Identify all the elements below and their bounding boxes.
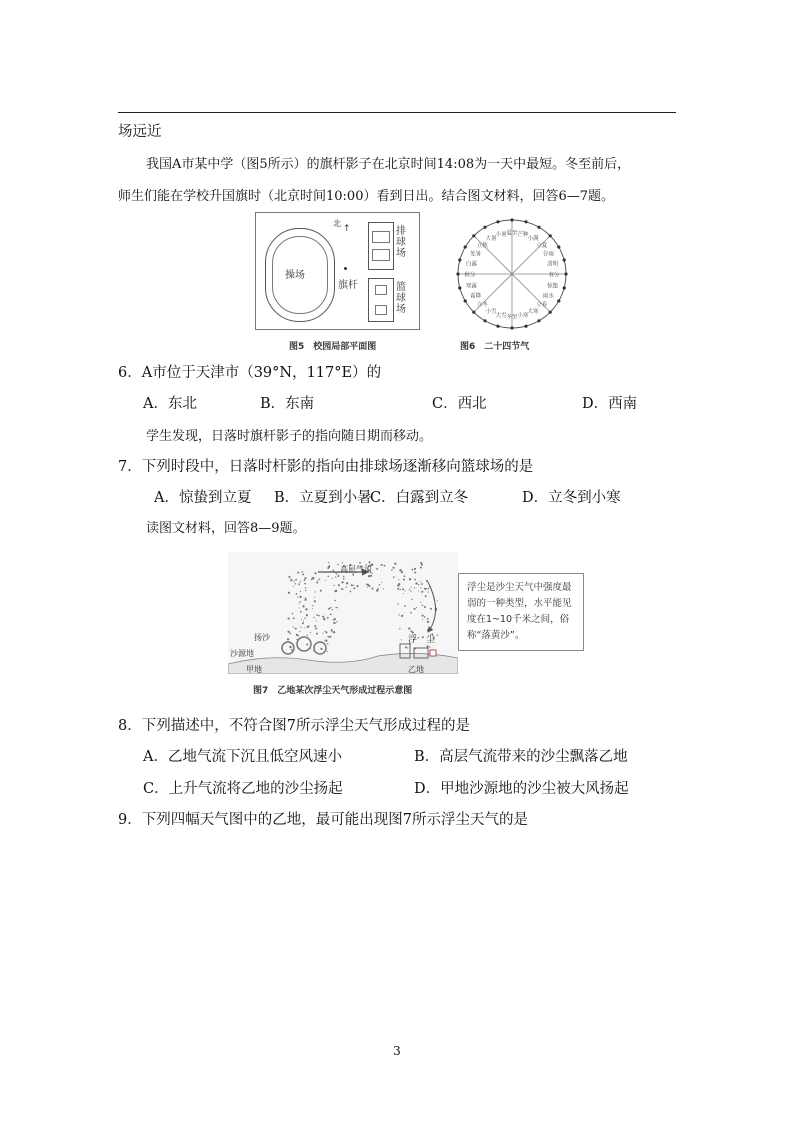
dust-particle [297,597,298,598]
dust-particle [304,599,306,601]
term-label: 芒种 [517,231,529,238]
dust-particle [408,627,410,629]
dust-particle [356,585,358,587]
dust-particle [401,571,403,573]
dust-particle [320,648,322,650]
dust-particle [397,603,398,604]
dust-particle [437,635,438,636]
term-dot [472,234,475,237]
dust-particle [405,590,406,591]
term-dot [563,258,566,261]
term-dot [472,311,475,314]
term-dot [483,226,486,229]
dust-particle [427,630,428,631]
dust-particle [293,617,295,619]
intro-2: 学生发现，日落时旗杆影子的指向随日期而移动。 [146,429,433,444]
dust-particle [287,638,289,640]
figure-5-campus-map [255,212,420,330]
q7-stem: 7．下列时段中，日落时杆影的指向由排球场逐渐移向篮球场的是 [118,459,534,475]
dust-particle [420,562,422,564]
dust-particle [302,605,304,607]
term-dot [464,245,467,248]
term-label: 清明 [547,261,559,268]
dust-particle [331,631,332,632]
dust-particle [289,632,291,634]
dust-particle [288,576,290,578]
dust-particle [324,640,325,641]
dust-particle [341,581,343,583]
figure-6-caption: 图6 二十四节气 [460,342,530,352]
dust-particle [295,579,297,581]
term-dot [456,272,459,275]
dust-particle [330,613,332,615]
dust-particle [427,621,429,623]
q6-stem: 6．A市位于天津市（39°N，117°E）的 [118,365,382,381]
term-label: 处暑 [470,251,482,258]
dust-particle [414,608,416,610]
dust-particle [404,575,406,577]
dust-particle [371,587,373,589]
dust-particle [416,607,417,608]
dust-particle [420,587,421,588]
term-dot [510,326,513,329]
dust-particle [304,627,305,628]
dust-particle [346,582,348,584]
dust-particle [328,608,330,610]
dust-particle [421,583,423,585]
dust-particle [300,591,301,592]
dust-particle [366,583,368,585]
dust-particle [298,583,300,585]
figure-5-caption: 图5 校园局部平面图 [289,342,377,352]
dust-particle [399,628,400,629]
dust-particle [422,605,423,606]
q8-option-d[interactable]: D．甲地沙源地的沙尘被大风扬起 [414,781,629,797]
dust-particle [333,631,335,633]
q8-option-c[interactable]: C．上升气流将乙地的沙尘扬起 [143,781,343,797]
dust-particle [320,590,322,592]
dust-particle [427,591,428,592]
dust-particle [294,581,295,582]
dust-particle [411,587,412,588]
dust-particle [336,621,337,622]
dust-particle [391,569,393,571]
term-dot [557,245,560,248]
volleyball-label: 排球场 [396,226,406,259]
dust-particle [302,622,304,624]
dust-particle [427,618,429,620]
dust-particle [414,587,415,588]
dust-particle [411,569,413,571]
dust-particle [335,576,336,577]
dust-particle [398,583,400,585]
dust-particle [379,584,381,586]
q9-stem: 9．下列四幅天气图中的乙地，最可能出现图7所示浮尘天气的是 [118,812,528,828]
dust-particle [410,612,412,614]
fig7-yangsha-label: 扬沙 [254,633,270,642]
dust-particle [307,626,309,628]
dust-particle [300,581,301,582]
dust-particle [312,605,313,606]
page-number: 3 [393,1044,401,1058]
intro-3: 读图文材料，回答8—9题。 [146,521,306,536]
dust-particle [409,589,410,590]
dust-particle [399,569,401,571]
term-label: 惊蛰 [547,283,559,290]
dust-particle [424,606,426,608]
dust-particle [311,579,313,581]
dust-particle [338,584,340,586]
flagpole-dot [344,267,347,270]
term-dot [464,299,467,302]
dust-particle [301,619,302,620]
dust-particle [299,607,300,608]
dust-particle [407,647,408,648]
term-label: 霜降 [470,293,482,300]
flagpole-label: 旗杆 [338,280,358,291]
dust-particle [418,590,419,591]
dust-particle [426,645,428,647]
q6-option-b[interactable]: B．东南 [260,396,315,412]
dust-particle [299,596,301,598]
dust-particle [414,572,416,574]
term-label: 冬至 [506,314,518,321]
dust-particle [331,629,333,631]
term-label: 小雪 [485,308,497,315]
dust-particle [300,611,302,613]
dust-particle [353,587,355,589]
term-label: 夏至 [506,230,518,237]
dust-particle [425,589,426,590]
dust-particle [368,575,370,577]
term-dot [524,325,527,328]
term-dot [496,220,499,223]
dust-particle [418,584,420,586]
dust-particle [393,577,394,578]
dust-particle [422,619,423,620]
dust-particle [304,618,305,619]
dust-particle [326,631,328,633]
term-dot [510,218,513,221]
dust-particle [306,614,308,616]
dust-particle [302,573,304,575]
term-dot [537,226,540,229]
dust-particle [293,626,294,627]
dust-particle [409,578,411,580]
dust-particle [401,639,402,640]
dust-particle [316,633,318,635]
dust-particle [323,618,325,620]
dust-particle [422,615,424,617]
dust-particle [314,625,316,627]
dust-particle [290,579,292,581]
term-label: 小寒 [517,313,529,320]
dust-particle [415,582,417,584]
dust-particle [343,576,344,577]
playground-label: 操场 [285,270,305,281]
dust-particle [420,602,421,603]
header-rule [118,112,676,113]
dust-particle [392,567,394,569]
dust-particle [316,614,318,616]
term-dot [458,258,461,261]
dust-particle [331,607,332,608]
term-label: 立春 [536,302,548,309]
dust-particle [336,574,337,575]
term-dot [563,286,566,289]
dust-particle [394,563,396,565]
dust-particle [295,628,297,630]
term-dot [549,234,552,237]
dust-particle [327,636,329,638]
term-label: 雨水 [542,293,554,300]
dust-particle [399,589,400,590]
dust-particle [287,631,289,633]
dust-particle [327,617,329,619]
term-label: 立夏 [536,242,548,249]
dust-particle [299,603,300,604]
dust-particle [332,578,333,579]
dust-particle [367,587,368,588]
dust-particle [325,640,327,642]
dust-particle [349,591,351,593]
dust-particle [404,605,406,607]
dust-particle [296,593,298,595]
fig7-upper-flow-label: 高层气流 [340,565,372,574]
dust-particle [328,562,329,563]
dust-particle [328,566,330,568]
north-arrow-icon: ↑ [343,224,351,234]
dust-particle [424,616,426,618]
dust-particle [316,620,317,621]
fig7-note-box: 浮尘是沙尘天气中强度最弱的一种类型，水平能见度在1~10千米之间，俗称“落黄沙”。 [458,573,584,651]
dust-particle [332,609,333,610]
dust-particle [381,564,383,566]
dust-particle [429,646,430,647]
dust-particle [415,568,416,569]
dust-particle [343,578,345,580]
q6-option-a[interactable]: A．东北 [143,396,197,412]
dust-particle [335,607,336,608]
dust-particle [329,636,331,638]
dust-particle [425,595,427,597]
dust-particle [437,600,438,601]
dust-particle [319,578,321,580]
dust-particle [403,589,404,590]
dust-particle [304,577,306,579]
dust-particle [296,634,298,636]
dust-particle [314,597,315,598]
dust-particle [310,632,311,633]
dust-particle [314,600,316,602]
dust-particle [288,618,290,620]
q6-option-d[interactable]: D．西南 [582,396,638,412]
dust-particle [384,565,386,567]
figure-7-caption: 图7 乙地某次浮尘天气形成过程示意图 [253,686,413,696]
dust-particle [306,644,308,646]
q8-stem: 8．下列描述中，不符合图7所示浮尘天气形成过程的是 [118,718,470,734]
dust-particle [430,608,432,610]
dust-particle [315,591,316,592]
dust-particle [312,608,313,609]
dust-particle [298,635,299,636]
dust-particle [398,614,399,615]
term-dot [537,319,540,322]
dust-particle [403,578,405,580]
dust-particle [341,588,342,589]
dust-particle [305,590,306,591]
dust-particle [305,597,306,598]
dust-particle [297,572,299,574]
dust-particle [324,631,325,632]
term-label: 大寒 [527,308,539,315]
dust-particle [410,590,411,591]
dust-particle [322,616,324,618]
dust-particle [370,575,372,577]
dust-particle [313,617,314,618]
q7-option-a[interactable]: A．惊蛰到立夏 [154,490,252,506]
dust-particle [305,608,307,610]
dust-particle [426,580,428,582]
term-dot [524,220,527,223]
dust-particle [401,615,403,617]
intro-line-2: 师生们能在学校升国旗时（北京时间10:00）看到日出。结合图文材料，回答6—7题。 [118,189,615,204]
dust-particle [305,587,306,588]
dust-particle [411,599,412,600]
dust-particle [291,649,293,651]
dust-particle [376,568,378,570]
q8-option-a[interactable]: A．乙地气流下沉且低空风速小 [143,749,342,765]
q7-option-c[interactable]: C．白露到立冬 [370,490,469,506]
north-label: 北 [333,219,341,228]
dust-particle [292,613,293,614]
dust-particle [414,579,416,581]
term-label: 立冬 [476,302,488,309]
dust-particle [312,577,313,578]
dust-particle [301,571,303,573]
dust-particle [332,570,334,572]
dust-particle [337,575,339,577]
dust-particle [294,583,295,584]
fig7-jia-label: 甲地 [246,665,262,674]
term-dot [549,311,552,314]
dust-particle [381,582,382,583]
dust-particle [335,590,337,592]
dust-particle [304,579,306,581]
fig7-yi-label: 乙地 [408,665,424,674]
term-label: 小满 [527,236,539,243]
dust-particle [299,631,300,632]
dust-particle [289,578,290,579]
fig7-sand-source-label: 沙源地 [230,649,254,658]
q7-option-b[interactable]: B．立夏到小暑 [274,490,372,506]
dust-particle [322,633,323,634]
term-dot [458,286,461,289]
term-dot [557,299,560,302]
dust-particle [293,586,294,587]
dust-particle [421,591,423,593]
dust-particle [368,585,370,587]
dust-particle [383,588,384,589]
dust-particle [333,585,334,586]
term-label: 寒露 [465,283,477,290]
dust-particle [421,564,423,566]
dust-particle [328,576,330,578]
dust-particle [337,573,338,574]
term-dot [564,272,567,275]
dust-particle [314,572,316,574]
term-label: 谷雨 [542,251,554,258]
term-dot [496,325,499,328]
term-label: 大暑 [485,236,497,243]
q6-option-c[interactable]: C．西北 [432,396,487,412]
dust-particle [303,621,304,622]
dust-particle [327,643,328,644]
dust-particle [334,618,336,620]
intro-line-1: 我国A市某中学（图5所示）的旗杆影子在北京时间14:08为一天中最短。冬至前后， [146,157,631,172]
dust-particle [288,592,290,594]
dust-particle [337,607,338,608]
fig7-fuchen-label: 浮 尘 [408,635,436,645]
basketball-court [368,278,394,322]
term-dot [483,319,486,322]
term-label: 大雪 [495,313,507,320]
dust-particle [403,593,404,594]
dust-particle [398,579,399,580]
dust-particle [346,587,347,588]
term-label: 小暑 [495,231,507,238]
dust-particle [420,581,421,582]
dust-particle [334,600,336,602]
dust-particle [376,589,378,591]
dust-particle [318,615,320,617]
dust-particle [317,580,318,581]
dust-particle [333,622,335,624]
dust-particle [337,564,338,565]
term-label: 春分 [548,272,560,279]
dust-particle [289,646,291,648]
volleyball-court [368,222,394,270]
top-fragment: 场远近 [118,124,162,140]
dust-particle [315,628,317,630]
q8-option-b[interactable]: B．高层气流带来的沙尘飘落乙地 [414,749,628,765]
basketball-label: 篮球场 [396,282,406,315]
dust-particle [420,566,422,568]
figure-6-solar-terms-wheel [440,210,585,338]
term-label: 秋分 [464,272,476,279]
dust-particle [405,646,407,648]
dust-particle [307,635,308,636]
dust-particle [427,588,428,589]
term-label: 立秋 [476,242,488,249]
dust-particle [300,601,301,602]
dust-particle [397,588,399,590]
dust-particle [327,651,328,652]
dust-particle [304,583,306,585]
dust-particle [316,582,318,584]
dust-particle [313,577,315,579]
q7-option-d[interactable]: D．立冬到小寒 [522,490,621,506]
dust-particle [351,584,353,586]
term-label: 白露 [465,261,477,268]
dust-particle [300,627,301,628]
dust-particle [325,580,326,581]
